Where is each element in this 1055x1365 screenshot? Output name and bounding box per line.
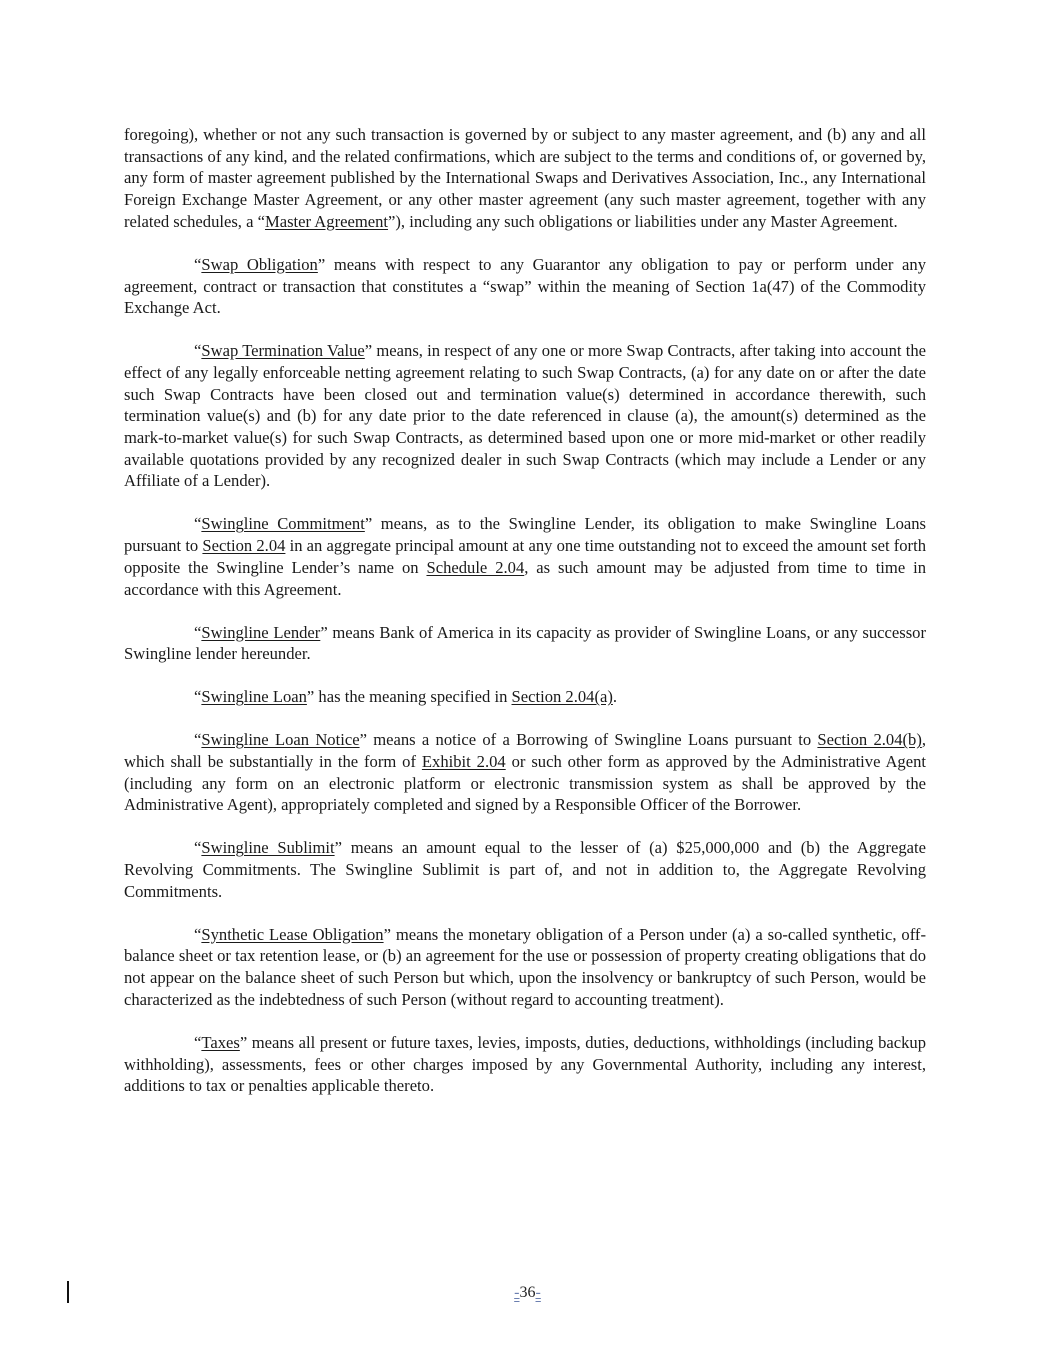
paragraph-text: ” means, as to the Swingline Lender, its obligation to make Swingline Loans pursuant to [124,514,926,556]
paragraph-text: ”), including any such obligations or liabilities under any Master Agreement. [388,211,898,231]
paragraph-text: ” means Bank of America in its capacity as provider of Swingline Loans, or any successor Swingline lender hereunder. [124,622,926,664]
paragraph-text: ” has the meaning specified in [306,687,512,707]
defined-term-reference: Swap Obligation [201,254,318,274]
defined-term-reference: Section 2.04 [202,536,286,556]
page-number-value: 36 [519,1284,536,1301]
definition-paragraph-swingline-loan-notice [124,729,926,816]
definition-paragraph-synthetic-lease-obligation [124,924,926,1011]
definition-paragraph-swingline-sublimit [124,837,926,902]
definition-paragraph-swap-termination-value [124,340,926,492]
paragraph-text: ” means with respect to any Guarantor any obligation to pay or perform under any agreement, contract or transaction that constitutes a “swap” within the meaning of Section 1a(47) of the Commodity Exchange Act. [124,254,927,318]
paragraph-text: ” means an amount equal to the lesser of (a) $25,000,000 and (b) the Aggregate Revolving Commitments. The Swingline Sublimit is part of, and not in addition to, the Aggregate Revolving Commitments. [124,838,926,901]
defined-term-reference: Schedule 2.04 [426,557,525,577]
defined-term-reference: Section 2.04(a) [511,687,613,707]
definition-paragraph-swingline-loan [124,686,926,708]
defined-term-reference: Swingline Loan Notice [201,730,360,750]
defined-term-reference: Swingline Loan [201,687,307,707]
definition-paragraph-swingline-commitment [124,513,926,600]
paragraph-text: “ [194,924,202,944]
paragraph-text: “ [194,622,202,642]
paragraph-text: ” means all present or future taxes, levies, imposts, duties, deductions, withholdings (including backup withholding), assessments, fees or other charges imposed by any Governmental Authority, including any interest, additions to tax or penalties applicable thereto. [124,1032,926,1096]
document-body [124,124,926,1118]
paragraph-text: “ [194,838,202,858]
paragraph-text: “ [194,341,202,361]
paragraph-text: “ [194,730,202,750]
defined-term-reference: Taxes [201,1032,240,1052]
page-number-dash-left: - [514,1284,520,1301]
paragraph-text: or such other form as approved by the Administrative Agent (including any form on an electronic platform or electronic transmission system as shall be approved by the Administrative Agent), appropriately completed and signed by a Responsible Officer of the Borrower. [124,751,926,815]
paragraph-text: “ [194,514,202,534]
defined-term-reference: Master Agreement [264,211,389,231]
paragraph-text: in an aggregate principal amount at any one time outstanding not to exceed the amount set forth opposite the Swingline Lender’s name on [124,536,926,577]
definition-paragraph-swap-obligation [124,254,926,319]
definition-paragraph-continuation [124,124,926,233]
defined-term-reference: Swingline Lender [201,622,321,642]
paragraph-text: , which shall be substantially in the form of [124,730,927,771]
paragraph-text: “ [194,254,202,274]
definition-paragraph-swingline-lender [124,622,926,665]
page-number-dash-right: - [535,1284,541,1301]
page-number [0,1284,1055,1302]
defined-term-reference: Section 2.04(b) [817,730,922,750]
defined-term-reference: Swingline Sublimit [201,838,335,858]
defined-term-reference: Swap Termination Value [201,341,365,361]
paragraph-text: foregoing), whether or not any such transaction is governed by or subject to any master agreement, and (b) any and all transactions of any kind, and the related confirmations, which are subject to the terms and conditions of, or governed by, any form of master agreement published by the International Swaps and Derivatives Association, Inc., any International Foreign Exchange Master Agreement, or any other master agreement (any such master agreement, together with any related schedules, a “ [124,125,926,231]
paragraph-text: “ [194,1032,202,1052]
defined-term-reference: Synthetic Lease Obligation [201,924,384,944]
definition-paragraph-taxes [124,1032,926,1097]
paragraph-text: ” means a notice of a Borrowing of Swingline Loans pursuant to [359,730,818,750]
paragraph-text: ” means the monetary obligation of a Person under (a) a so-called synthetic, off-balance sheet or tax retention lease, or (b) an agreement for the use or possession of property creating obligations that do not appear on the balance sheet of such Person but which, upon the insolvency or bankruptcy of such Person, would be characterized as the indebtedness of such Person (without regard to accounting treatment). [124,924,926,1009]
paragraph-text: . [612,687,618,707]
defined-term-reference: Swingline Commitment [201,514,365,534]
paragraph-text: “ [194,687,202,707]
paragraph-text: ” means, in respect of any one or more Swap Contracts, after taking into account the effect of any legally enforceable netting agreement relating to such Swap Contracts, (a) for any date on or after the date such Swap Contracts have been closed out and termination value(s) determined in accordance therewith, such termination value(s) and (b) for any date prior to the date referenced in clause (a), the amount(s) determined as the mark-to-market value(s) for such Swap Contracts, as determined based upon one or more mid-market or other readily available quotations provided by any recognized dealer in such Swap Contracts (which may include a Lender or any Affiliate of a Lender). [124,341,926,491]
defined-term-reference: Exhibit 2.04 [421,751,506,771]
paragraph-text: , as such amount may be adjusted from time to time in accordance with this Agreement. [124,557,927,599]
